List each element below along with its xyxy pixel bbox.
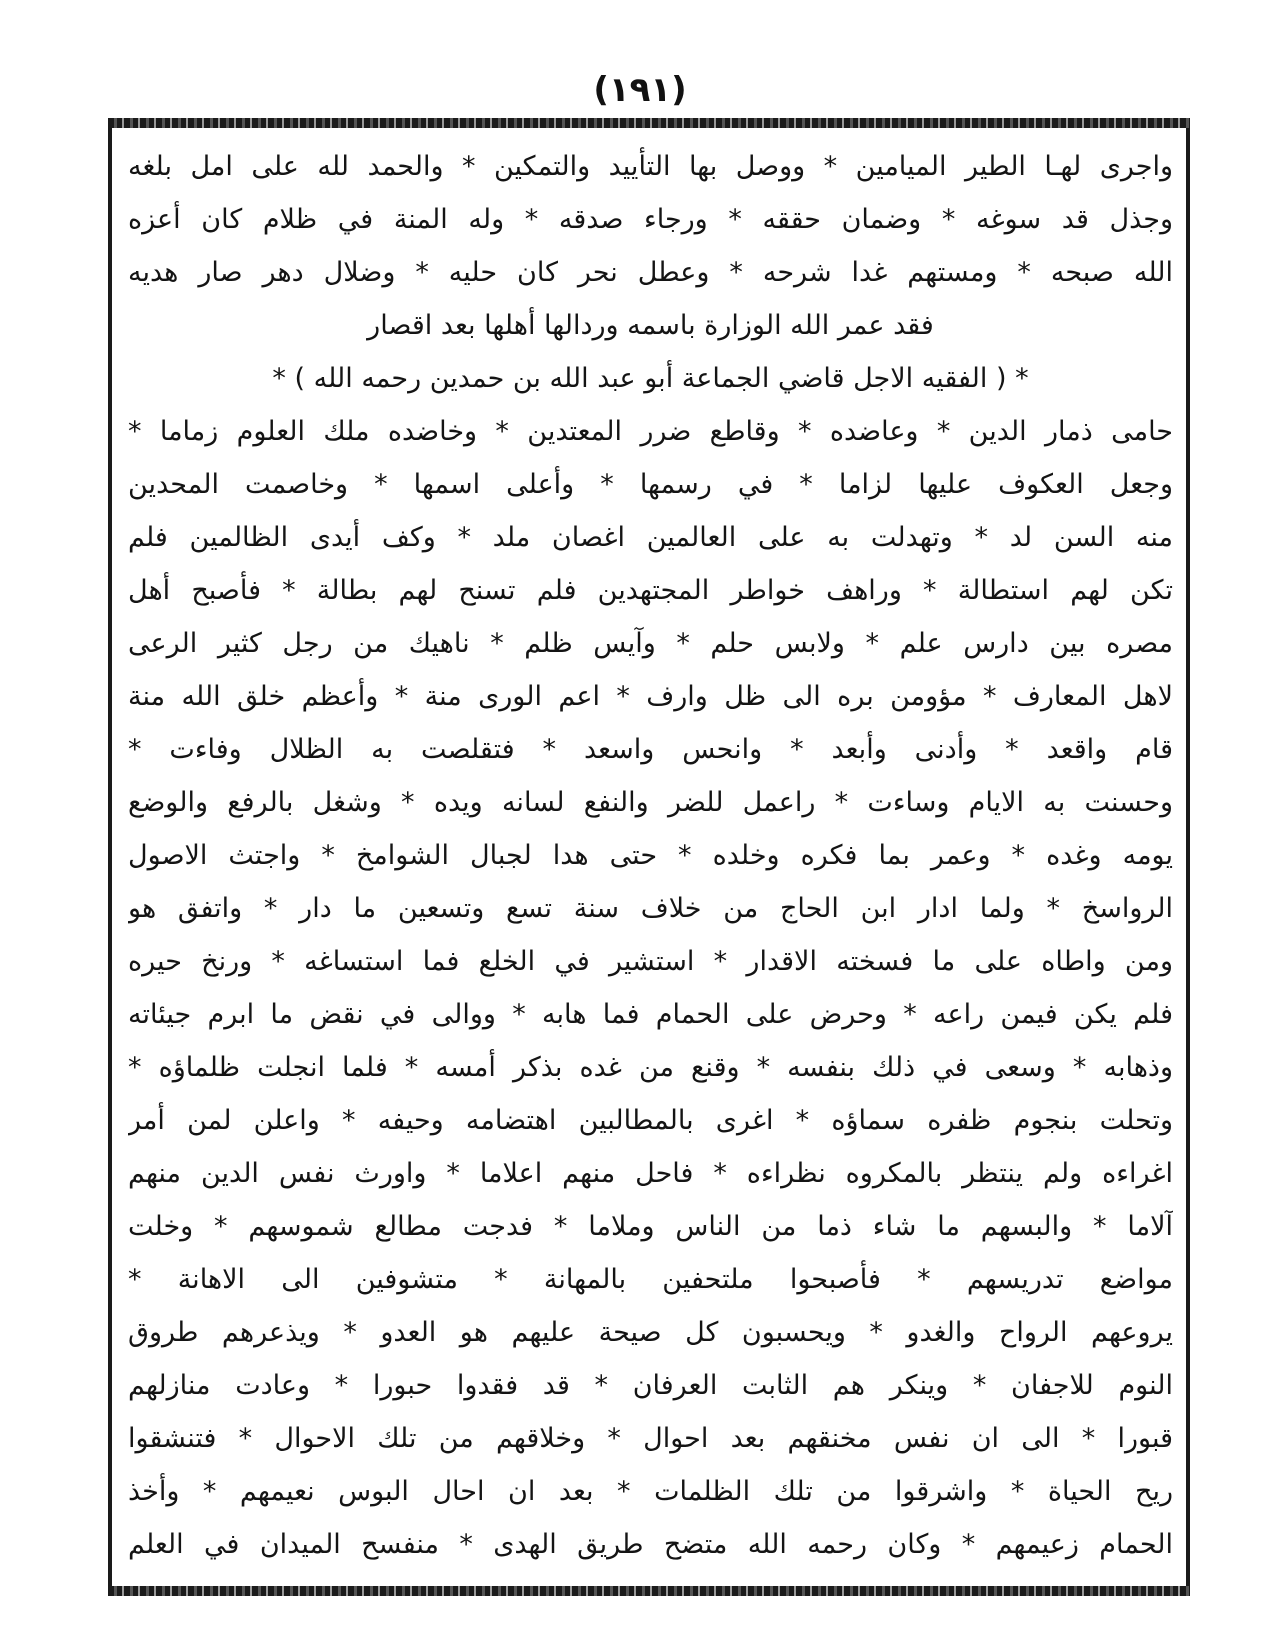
text-line: وذهابه * وسعى في ذلك بنفسه * وقنع من غده بذكر أمسه * فلما انجلت ظلماؤه * bbox=[128, 1052, 1173, 1083]
text-line: قبورا * الى ان نفس مخنقهم بعد احوال * وخلاقهم من تلك الاحوال * فتنشقوا bbox=[128, 1423, 1173, 1454]
text-line: الله صبحه * ومستهم غدا شرحه * وعطل نحر كان حليه * وضلال دهر صار هديه bbox=[128, 257, 1173, 288]
text-line: واجرى لهـا الطير الميامين * ووصل بها التأييد والتمكين * والحمد لله على امل بلغه bbox=[128, 151, 1173, 182]
text-line: لاهل المعارف * مؤومن بره الى ظل وارف * اعم الورى منة * وأعظم خلق الله منة bbox=[128, 681, 1173, 712]
text-line: ريح الحياة * واشرقوا من تلك الظلمات * بعد ان احال البوس نعيمهم * وأخذ bbox=[128, 1476, 1173, 1507]
text-line: النوم للاجفان * وينكر هم الثابت العرفان * قد فقدوا حبورا * وعادت منازلهم bbox=[128, 1370, 1173, 1401]
text-line: وجذل قد سوغه * وضمان حققه * ورجاء صدقه * وله المنة في ظلام كان أعزه bbox=[128, 204, 1173, 235]
text-line: يومه وغده * وعمر بما فكره وخلده * حتى هدا لجبال الشوامخ * واجتث الاصول bbox=[128, 840, 1173, 871]
text-line: الحمام زعيمهم * وكان رحمه الله متضح طريق الهدى * منفسح الميدان في العلم bbox=[128, 1529, 1173, 1560]
text-line: وتحلت بنجوم ظفره سماؤه * اغرى بالمطالبين اهتضامه وحيفه * واعلن لمن أمر bbox=[128, 1105, 1173, 1136]
text-line: حامى ذمار الدين * وعاضده * وقاطع ضرر المعتدين * وخاضده ملك العلوم زماما * bbox=[128, 416, 1173, 447]
text-line: وحسنت به الايام وساءت * راعمل للضر والنفع لسانه ويده * وشغل بالرفع والوضع bbox=[128, 787, 1173, 818]
verse-line: فقد عمر الله الوزارة باسمه وردالها أهلها بعد اقصار bbox=[367, 310, 934, 341]
text-line: مواضع تدريسهم * فأصبحوا ملتحفين بالمهانة * متشوفين الى الاهانة * bbox=[128, 1264, 1173, 1295]
text-line: فلم يكن فيمن راعه * وحرض على الحمام فما هابه * ووالى في نقض ما ابرم جيئاته bbox=[128, 999, 1173, 1030]
text-line: قام واقعد * وأدنى وأبعد * وانحس واسعد * فتقلصت به الظلال وفاءت * bbox=[128, 734, 1173, 765]
text-body bbox=[128, 140, 1173, 1571]
text-line: الرواسخ * ولما ادار ابن الحاج من خلاف سنة تسع وتسعين ما دار * واتفق هو bbox=[128, 893, 1173, 924]
text-line: ومن واطاه على ما فسخته الاقدار * استشير في الخلع فما استساغه * ورنخ حيره bbox=[128, 946, 1173, 977]
text-line: منه السن لد * وتهدلت به على العالمين اغصان ملد * وكف أيدى الظالمين فلم bbox=[128, 522, 1173, 553]
top-ornamental-rule bbox=[108, 118, 1190, 128]
text-line: آلاما * والبسهم ما شاء ذما من الناس وملاما * فدجت مطالع شموسهم * وخلت bbox=[128, 1211, 1173, 1242]
text-line: تكن لهم استطالة * وراهف خواطر المجتهدين فلم تسنح لهم بطالة * فأصبح أهل bbox=[128, 575, 1173, 606]
text-line: مصره بين دارس علم * ولابس حلم * وآيس ظلم * ناهيك من رجل كثير الرعى bbox=[128, 628, 1173, 659]
section-heading: * ( الفقيه الاجل قاضي الجماعة أبو عبد الله بن حمدين رحمه الله ) * bbox=[272, 363, 1029, 394]
page-number: (١٩١) bbox=[593, 70, 687, 110]
text-line: وجعل العكوف عليها لزاما * في رسمها * وأعلى اسمها * وخاصمت المحدين bbox=[128, 469, 1173, 500]
text-line: يروعهم الرواح والغدو * ويحسبون كل صيحة عليهم هو العدو * ويذعرهم طروق bbox=[128, 1317, 1173, 1348]
text-line: اغراءه ولم ينتظر بالمكروه نظراءه * فاحل منهم اعلاما * واورث نفس الدين منهم bbox=[128, 1158, 1173, 1189]
bottom-ornamental-rule bbox=[108, 1586, 1190, 1596]
